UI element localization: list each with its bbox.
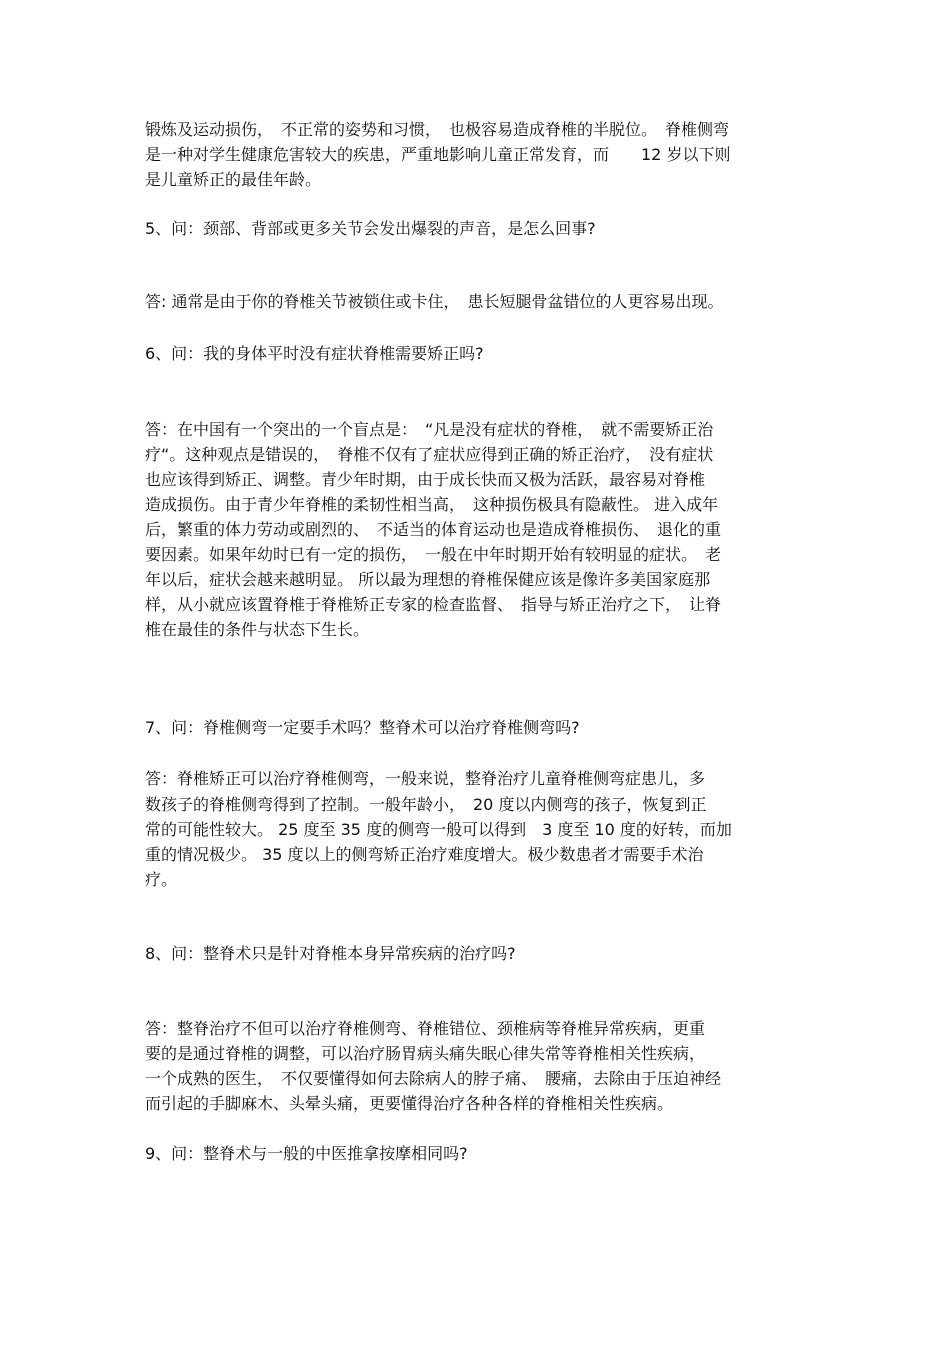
answer-6-line: 样，从小就应该置脊椎于脊椎矫正专家的检查监督、 指导与矫正治疗之下， 让脊 [145, 595, 722, 614]
answer-6-line: 也应该得到矫正、调整。青少年时期，由于成长快而又极为活跃，最容易对脊椎 [145, 470, 706, 489]
answer-7-line: 重的情况极少。 35 度以上的侧弯矫正治疗难度增大。极少数患者才需要手术治 [145, 845, 704, 864]
answer-6-line: 椎在最佳的条件与状态下生长。 [145, 620, 370, 639]
answer-7-line: 答：脊椎矫正可以治疗脊椎侧弯，一般来说，整脊治疗儿童脊椎侧弯症患儿，多 [145, 769, 706, 788]
answer-8-line: 答：整脊治疗不但可以治疗脊椎侧弯、脊椎错位、颈椎病等脊椎异常疾病，更重 [145, 1019, 706, 1038]
answer-6-line: 后，繁重的体力劳动或剧烈的、 不适当的体育运动也是造成脊椎损伤、 退化的重 [145, 520, 722, 539]
text-line: 是儿童矫正的最佳年龄。 [145, 170, 322, 189]
answer-6-line: 答：在中国有一个突出的一个盲点是： “凡是没有症状的脊椎， 就不需要矫正治 [145, 420, 714, 439]
question-6: 6、问：我的身体平时没有症状脊椎需要矫正吗? [145, 344, 484, 363]
question-5: 5、问：颈部、背部或更多关节会发出爆裂的声音，是怎么回事? [145, 219, 596, 238]
answer-6-line: 造成损伤。由于青少年脊椎的柔韧性相当高， 这种损伤极具有隐蔽性。 进入成年 [145, 495, 719, 514]
answer-7-line: 常的可能性较大。 25 度至 35 度的侧弯一般可以得到 3 度至 10 度的好转，而加 [145, 820, 732, 839]
answer-7-line: 疗。 [145, 870, 178, 889]
answer-6-line: 要因素。如果年幼时已有一定的损伤， 一般在中年时期开始有较明显的症状。 老 [145, 545, 722, 564]
answer-8-line: 要的是通过脊椎的调整，可以治疗肠胃病头痛失眠心律失常等脊椎相关性疾病， [145, 1044, 706, 1063]
question-9: 9、问：整脊术与一般的中医推拿按摩相同吗? [145, 1144, 468, 1163]
text-line: 锻炼及运动损伤， 不正常的姿势和习惯， 也极容易造成脊椎的半脱位。 脊椎侧弯 [145, 120, 730, 139]
question-7: 7、问：脊椎侧弯一定要手术吗？整脊术可以治疗脊椎侧弯吗? [145, 718, 580, 737]
answer-8-line: 一个成熟的医生， 不仅要懂得如何去除病人的脖子痛、 腰痛，去除由于压迫神经 [145, 1069, 722, 1088]
answer-7-line: 数孩子的脊椎侧弯得到了控制。一般年龄小， 20 度以内侧弯的孩子，恢复到正 [145, 795, 707, 814]
text-line: 是一种对学生健康危害较大的疾患，严重地影响儿童正常发育，而 12 岁以下则 [145, 145, 731, 164]
question-8: 8、问：整脊术只是针对脊椎本身异常疾病的治疗吗? [145, 944, 516, 963]
answer-6-line: 年以后，症状会越来越明显。 所以最为理想的脊椎保健应该是像许多美国家庭那 [145, 570, 711, 589]
answer-6-line: 疗“。这种观点是错误的， 脊椎不仅有了症状应得到正确的矫正治疗， 没有症状 [145, 445, 714, 464]
answer-8-line: 而引起的手脚麻木、头晕头痛，更要懂得治疗各种各样的脊椎相关性疾病。 [145, 1094, 674, 1113]
answer-5: 答: 通常是由于你的脊椎关节被锁住或卡住， 患长短腿骨盆错位的人更容易出现。 [145, 292, 724, 311]
